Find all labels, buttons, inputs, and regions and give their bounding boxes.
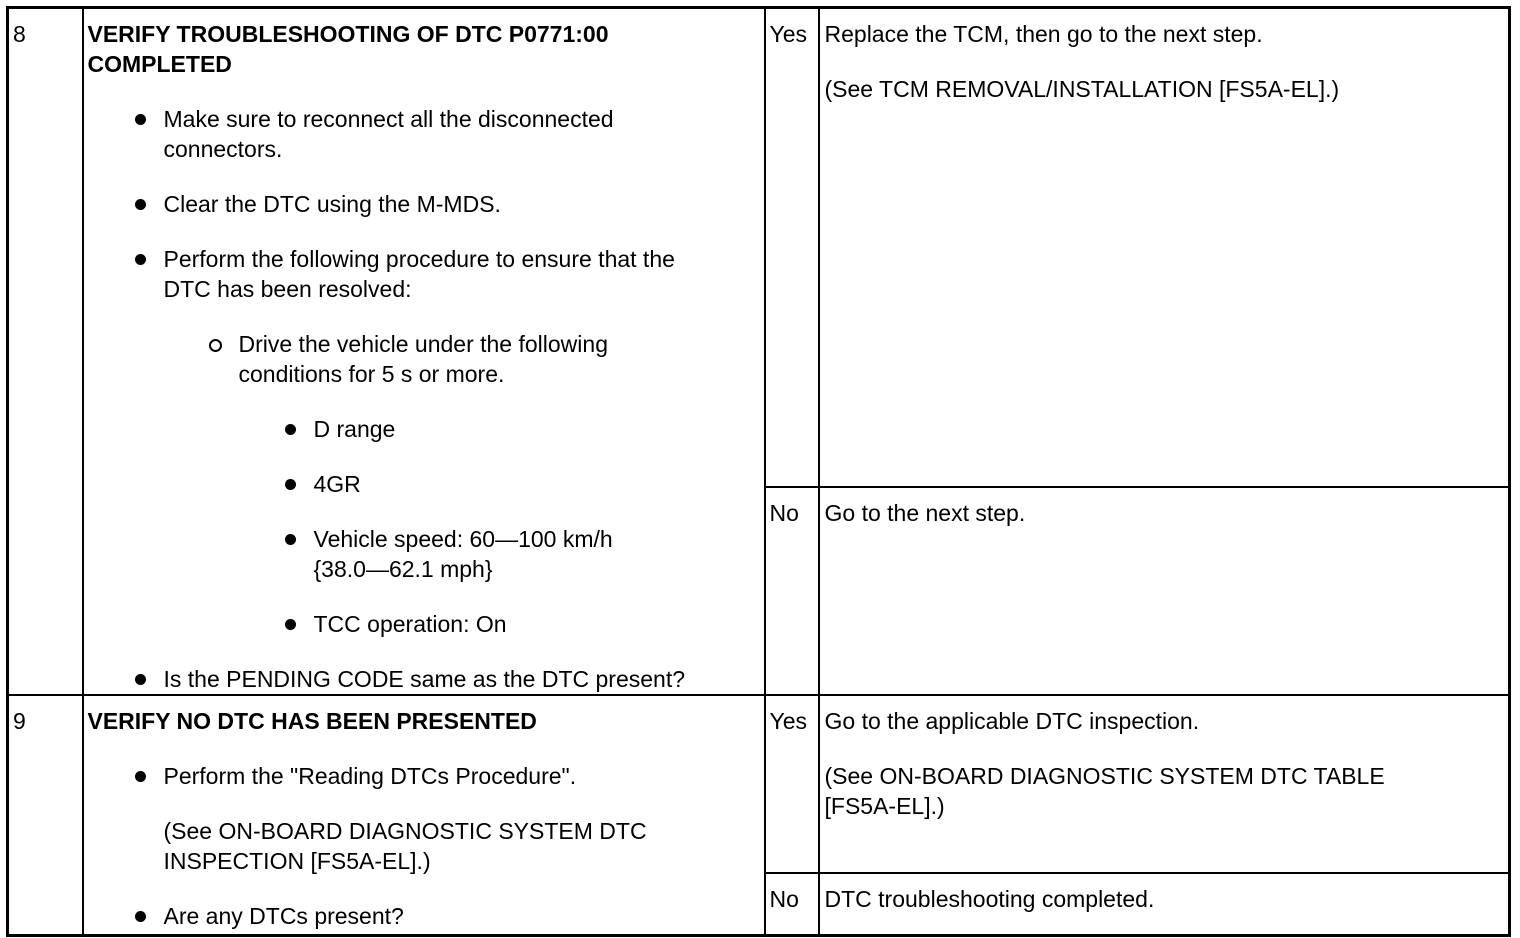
list-item-drive: Drive the vehicle under the following conditions for 5 s or more. — [84, 329, 764, 389]
step-8-yes-result: Replace the TCM, then go to the next step. (See TCM REMOVAL/INSTALLATION [FS5A-EL].) — [819, 8, 1510, 487]
list-item-gear: 4GR — [84, 469, 764, 499]
list-item-range: D range — [84, 414, 764, 444]
step-8-title: VERIFY TROUBLESHOOTING OF DTC P0771:00 COMPLETED — [87, 21, 609, 77]
list-item-clear: Clear the DTC using the M-MDS. — [84, 189, 764, 219]
step-9-list — [84, 761, 764, 931]
list-item-reading-dtcs: Perform the "Reading DTCs Procedure". (See ON-BOARD DIAGNOSTIC SYSTEM DTC INSPECTION [FS5A-EL].) — [84, 761, 764, 876]
list-item-reconnect: Make sure to reconnect all the disconnected connectors. — [84, 104, 764, 164]
step-9-no-label: No — [765, 873, 819, 935]
list-item-perform: Perform the following procedure to ensure that the DTC has been resolved: — [84, 244, 764, 304]
bullet-icon — [135, 254, 146, 265]
bullet-icon — [135, 911, 146, 922]
bullet-icon — [135, 771, 146, 782]
bullet-icon — [285, 619, 296, 630]
step-8-number: 8 — [8, 8, 83, 696]
step-9-number: 9 — [8, 695, 83, 935]
step-8-yes-row — [8, 8, 1510, 487]
troubleshooting-table — [6, 6, 1511, 937]
list-item-speed: Vehicle speed: 60—100 km/h {38.0—62.1 mph} — [84, 524, 764, 584]
list-item-question: Are any DTCs present? — [84, 901, 764, 931]
list-item-question: Is the PENDING CODE same as the DTC present? — [84, 664, 764, 694]
step-8-yes-label: Yes — [765, 8, 819, 487]
bullet-icon — [135, 114, 146, 125]
step-8-no-label: No — [765, 487, 819, 695]
bullet-icon — [135, 199, 146, 210]
bullet-icon — [285, 479, 296, 490]
circle-bullet-icon — [209, 339, 222, 352]
step-9-yes-label: Yes — [765, 695, 819, 873]
bullet-icon — [285, 424, 296, 435]
step-9-no-result: DTC troubleshooting completed. — [819, 873, 1510, 935]
step-8-no-result: Go to the next step. — [819, 487, 1510, 695]
step-9-description — [83, 695, 765, 935]
bullet-icon — [285, 534, 296, 545]
step-8-list — [84, 104, 764, 694]
step-9-title: VERIFY NO DTC HAS BEEN PRESENTED — [87, 708, 537, 734]
step-9-yes-row — [8, 695, 1510, 873]
bullet-icon — [135, 674, 146, 685]
list-item-tcc: TCC operation: On — [84, 609, 764, 639]
step-8-description — [83, 8, 765, 696]
step-9-yes-result: Go to the applicable DTC inspection. (See ON-BOARD DIAGNOSTIC SYSTEM DTC TABLE [FS5A-EL].) — [819, 695, 1510, 873]
reference-note: (See ON-BOARD DIAGNOSTIC SYSTEM DTC INSPECTION [FS5A-EL].) — [163, 818, 647, 874]
